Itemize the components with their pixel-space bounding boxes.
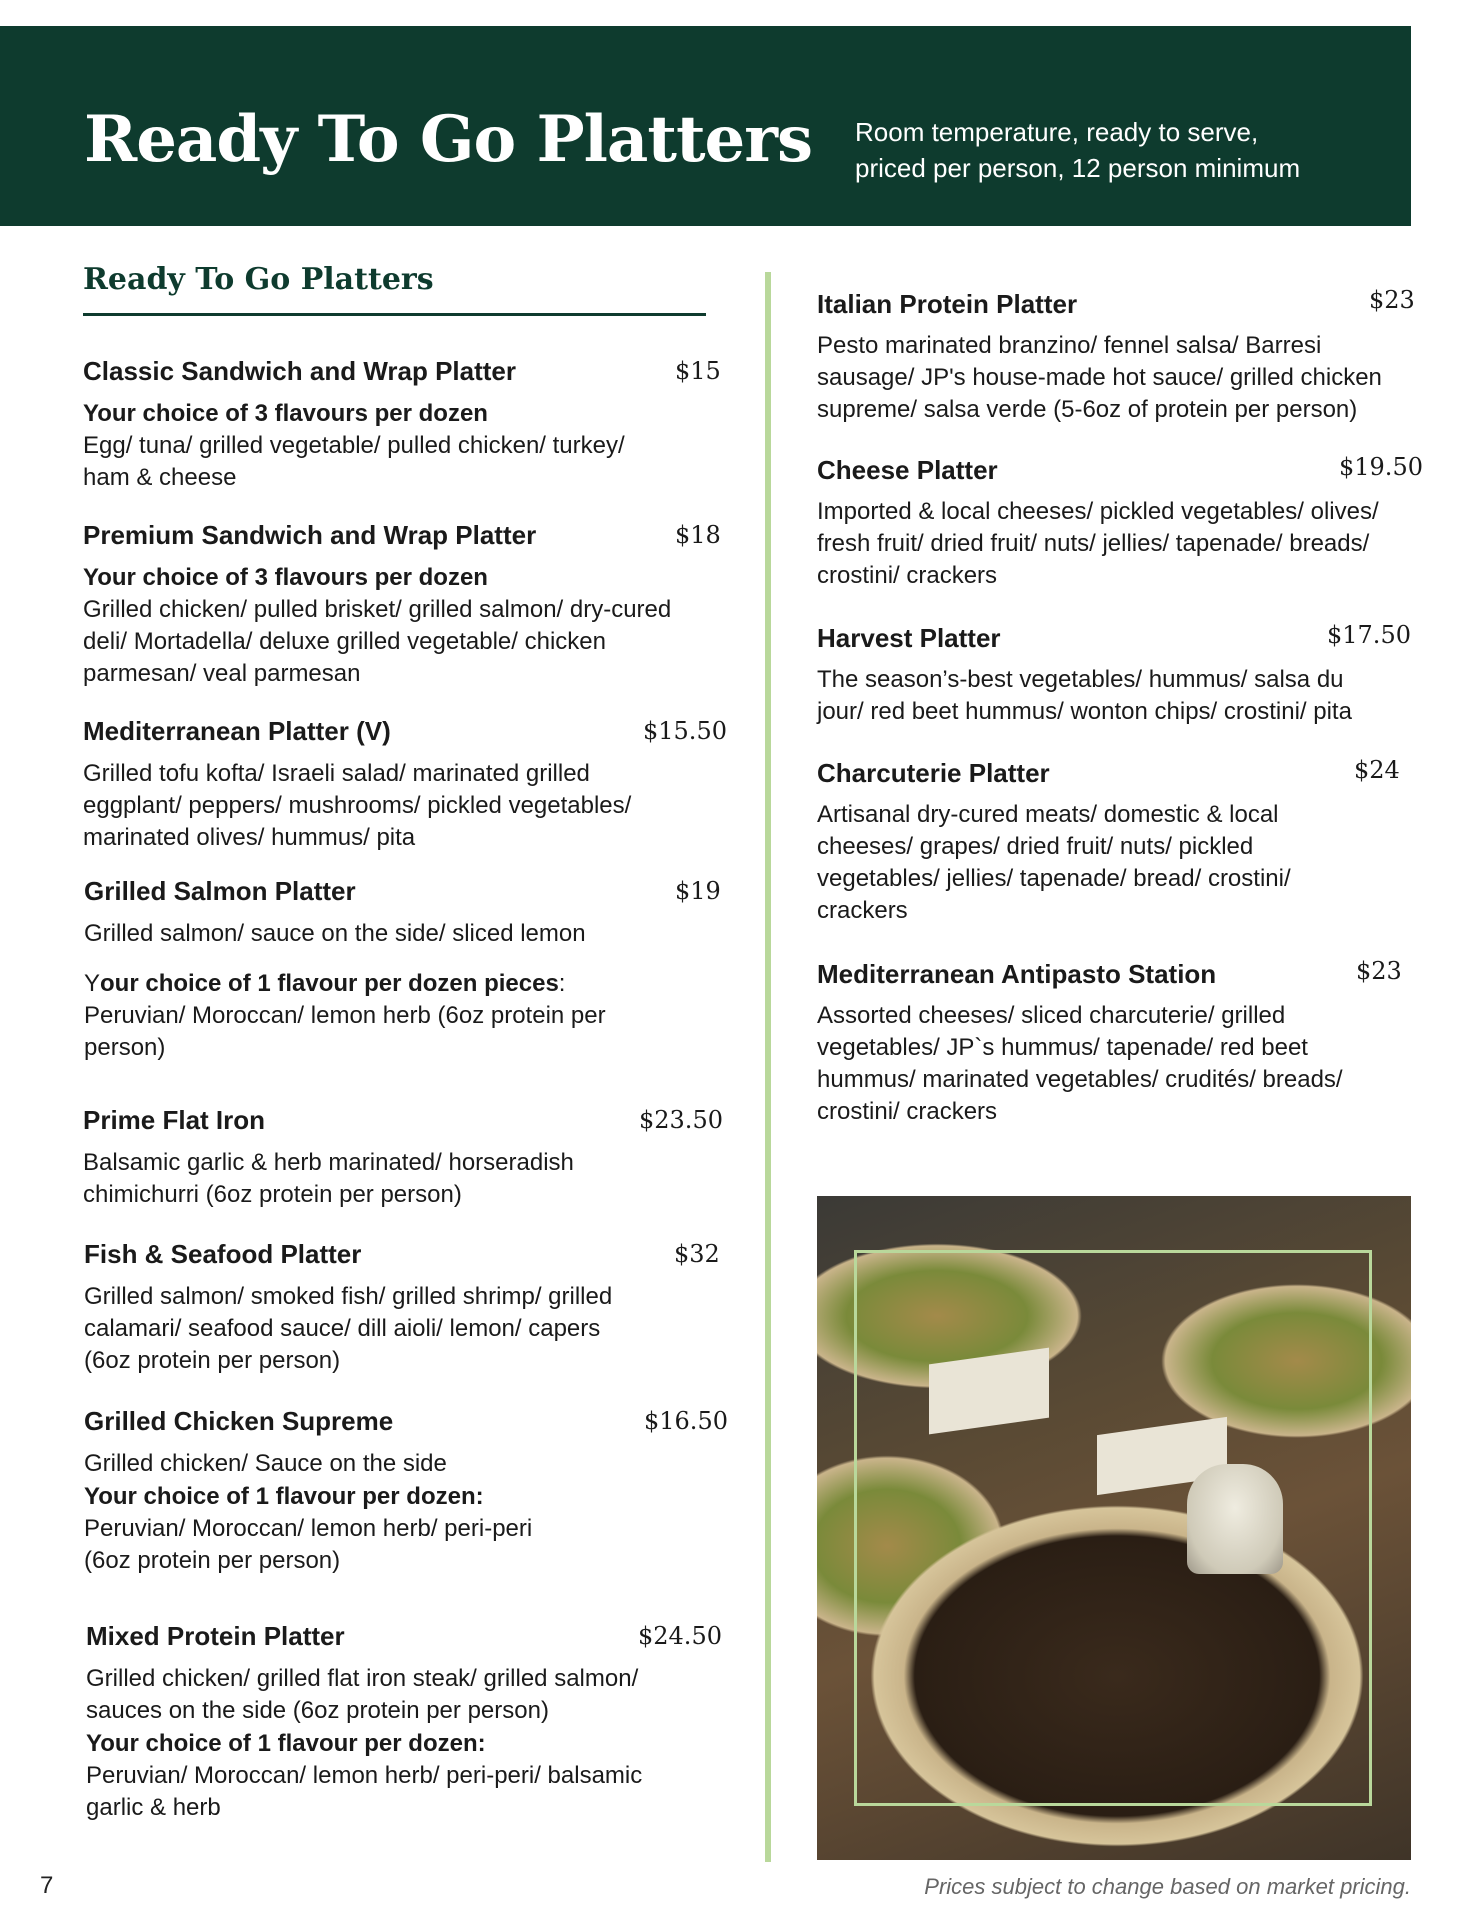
desc-line: The season’s-best vegetables/ hummus/ salsa du bbox=[817, 666, 1344, 693]
desc-line: jour/ red beet hummus/ wonton chips/ crostini/ pita bbox=[817, 698, 1352, 725]
item-note: Your choice of 1 flavour per dozen: bbox=[86, 1730, 486, 1757]
desc-line: Assorted cheeses/ sliced charcuterie/ grilled bbox=[817, 1002, 1286, 1029]
item-note: Your choice of 1 flavour per dozen: bbox=[84, 1483, 484, 1510]
item-price: $24 bbox=[1354, 756, 1400, 784]
item-description bbox=[84, 1281, 724, 1377]
desc-line: Grilled tofu kofta/ Israeli salad/ marinated grilled bbox=[83, 760, 590, 787]
item-price: $19.50 bbox=[1339, 453, 1423, 481]
desc-line: Peruvian/ Moroccan/ lemon herb/ peri-peri/ balsamic bbox=[86, 1762, 643, 1789]
desc-line: crackers bbox=[817, 897, 908, 924]
item-description bbox=[84, 1448, 724, 1577]
item-description bbox=[83, 562, 723, 690]
item-description bbox=[817, 1000, 1457, 1128]
item-price: $15 bbox=[675, 357, 721, 385]
item-description bbox=[83, 398, 723, 494]
item-note: Your choice of 3 flavours per dozen bbox=[83, 564, 488, 591]
item-note: our choice of 1 flavour per dozen pieces bbox=[100, 970, 559, 997]
desc-line: Imported & local cheeses/ pickled vegetables/ olives/ bbox=[817, 498, 1379, 525]
subtitle-line: Room temperature, ready to serve, bbox=[855, 117, 1259, 147]
item-name: Harvest Platter bbox=[817, 623, 1001, 653]
desc-line: Peruvian/ Moroccan/ lemon herb (6oz protein per bbox=[84, 1002, 606, 1029]
page-title: Ready To Go Platters bbox=[84, 102, 812, 177]
item-price: $18 bbox=[675, 521, 721, 549]
section-title: Ready To Go Platters bbox=[83, 262, 434, 297]
item-name: Premium Sandwich and Wrap Platter bbox=[83, 520, 537, 550]
item-name: Mediterranean Antipasto Station bbox=[817, 959, 1217, 989]
item-note-line bbox=[84, 968, 724, 1000]
desc-line: deli/ Mortadella/ deluxe grilled vegetable/ chicken bbox=[83, 628, 606, 655]
item-description bbox=[817, 496, 1457, 592]
item-name: Prime Flat Iron bbox=[83, 1105, 266, 1135]
desc-line: Egg/ tuna/ grilled vegetable/ pulled chicken/ turkey/ bbox=[83, 432, 625, 459]
item-description bbox=[817, 799, 1457, 927]
desc-line: Balsamic garlic & herb marinated/ horseradish bbox=[83, 1149, 574, 1176]
item-description bbox=[84, 918, 724, 1064]
section-underline bbox=[83, 313, 706, 316]
item-note-prefix: Y bbox=[84, 970, 101, 997]
desc-line: vegetables/ JP`s hummus/ tapenade/ red beet bbox=[817, 1034, 1308, 1061]
desc-line: Grilled chicken/ grilled flat iron steak/ grilled salmon/ bbox=[86, 1665, 639, 1692]
item-price: $15.50 bbox=[643, 717, 727, 745]
desc-line: cheeses/ grapes/ dried fruit/ nuts/ pickled bbox=[817, 833, 1254, 860]
item-price: $23 bbox=[1356, 957, 1402, 985]
desc-line: Artisanal dry-cured meats/ domestic & local bbox=[817, 801, 1279, 828]
desc-line: crostini/ crackers bbox=[817, 562, 998, 589]
header-banner bbox=[0, 26, 1411, 226]
item-name: Grilled Salmon Platter bbox=[84, 876, 356, 906]
desc-line: (6oz protein per person) bbox=[84, 1547, 341, 1574]
item-price: $32 bbox=[674, 1240, 720, 1268]
desc-line: vegetables/ jellies/ tapenade/ bread/ crostini/ bbox=[817, 865, 1291, 892]
desc-line: supreme/ salsa verde (5-6oz of protein per person) bbox=[817, 396, 1358, 423]
item-description bbox=[817, 330, 1457, 426]
item-description bbox=[83, 1147, 723, 1211]
desc-line: Pesto marinated branzino/ fennel salsa/ Barresi bbox=[817, 332, 1322, 359]
desc-line: person) bbox=[84, 1034, 166, 1061]
desc-line: sausage/ JP's house-made hot sauce/ grilled chicken bbox=[817, 364, 1382, 391]
item-price: $19 bbox=[675, 877, 721, 905]
desc-line: (6oz protein per person) bbox=[84, 1347, 341, 1374]
desc-line: Peruvian/ Moroccan/ lemon herb/ peri-peri bbox=[84, 1515, 533, 1542]
item-price: $16.50 bbox=[644, 1407, 728, 1435]
food-photo bbox=[817, 1196, 1411, 1860]
desc-line: ham & cheese bbox=[83, 464, 237, 491]
item-price: $23 bbox=[1369, 286, 1415, 314]
item-name: Italian Protein Platter bbox=[817, 289, 1078, 319]
desc-line: Grilled salmon/ sauce on the side/ sliced lemon bbox=[84, 920, 586, 947]
desc-line: marinated olives/ hummus/ pita bbox=[83, 824, 416, 851]
desc-line: crostini/ crackers bbox=[817, 1098, 998, 1125]
item-name: Grilled Chicken Supreme bbox=[84, 1406, 394, 1436]
item-name: Mediterranean Platter (V) bbox=[83, 716, 391, 746]
desc-line: eggplant/ peppers/ mushrooms/ pickled vegetables/ bbox=[83, 792, 632, 819]
page-number: 7 bbox=[40, 1872, 54, 1899]
item-price: $24.50 bbox=[638, 1622, 722, 1650]
item-price: $23.50 bbox=[639, 1106, 723, 1134]
desc-line: Grilled salmon/ smoked fish/ grilled shrimp/ grilled bbox=[84, 1283, 613, 1310]
photo-frame bbox=[854, 1250, 1372, 1806]
desc-line: garlic & herb bbox=[86, 1794, 221, 1821]
desc-line: sauces on the side (6oz protein per person) bbox=[86, 1697, 549, 1724]
desc-line: Grilled chicken/ Sauce on the side bbox=[84, 1450, 447, 1477]
item-description bbox=[817, 664, 1457, 728]
item-name: Classic Sandwich and Wrap Platter bbox=[83, 356, 516, 386]
spacer bbox=[84, 950, 724, 968]
item-name: Fish & Seafood Platter bbox=[84, 1239, 362, 1269]
column-divider bbox=[765, 272, 771, 1862]
item-name: Cheese Platter bbox=[817, 455, 998, 485]
pricing-footnote: Prices subject to change based on market pricing. bbox=[924, 1874, 1411, 1899]
desc-line: parmesan/ veal parmesan bbox=[83, 660, 361, 687]
item-description bbox=[83, 758, 723, 854]
desc-line: chimichurri (6oz protein per person) bbox=[83, 1181, 462, 1208]
desc-line: Grilled chicken/ pulled brisket/ grilled salmon/ dry-cured bbox=[83, 596, 672, 623]
header-subtitle bbox=[855, 114, 1375, 186]
desc-line: fresh fruit/ dried fruit/ nuts/ jellies/ tapenade/ breads/ bbox=[817, 530, 1370, 557]
item-note: Your choice of 3 flavours per dozen bbox=[83, 400, 488, 427]
item-price: $17.50 bbox=[1327, 621, 1411, 649]
item-name: Charcuterie Platter bbox=[817, 758, 1050, 788]
desc-line: calamari/ seafood sauce/ dill aioli/ lemon/ capers bbox=[84, 1315, 601, 1342]
item-description bbox=[86, 1663, 726, 1824]
desc-line: hummus/ marinated vegetables/ crudités/ breads/ bbox=[817, 1066, 1343, 1093]
subtitle-line: priced per person, 12 person minimum bbox=[855, 153, 1301, 183]
item-name: Mixed Protein Platter bbox=[86, 1621, 345, 1651]
item-note-suffix: : bbox=[558, 970, 566, 997]
